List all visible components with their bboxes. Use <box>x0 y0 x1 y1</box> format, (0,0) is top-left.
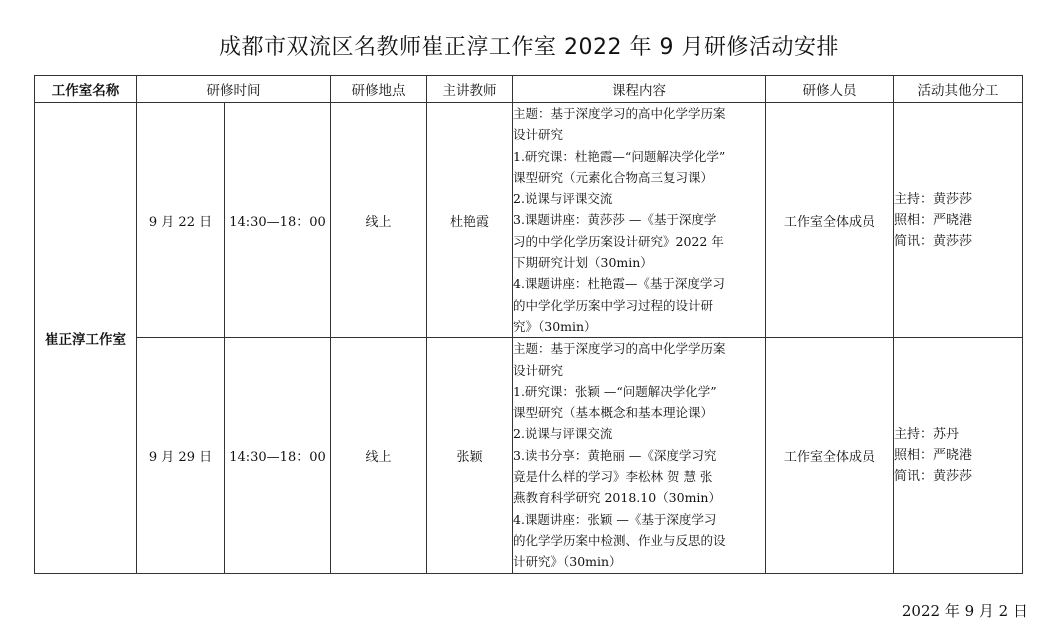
content-line: 的化学学历案中检测、作业与反思的设 <box>513 532 726 548</box>
content-line: 2.说课与评课交流 <box>513 191 613 207</box>
date-cell: 9 月 29 日 <box>137 338 225 573</box>
content-line: 燕教育科学研究 2018.10（30min） <box>513 490 721 506</box>
content-line: 设计研究 <box>513 127 564 143</box>
role-news: 简讯：黄莎莎 <box>894 233 973 249</box>
content-cell <box>513 103 766 338</box>
content-line: 课型研究（元素化合物高三复习课） <box>513 169 714 185</box>
header-content: 课程内容 <box>513 76 766 103</box>
table-row <box>35 103 1023 338</box>
location-cell: 线上 <box>331 103 427 338</box>
teacher-cell: 杜艳霞 <box>427 103 513 338</box>
role-photo: 照相：严晓港 <box>894 212 973 228</box>
content-line: 主题：基于深度学习的高中化学学历案 <box>513 106 726 121</box>
header-location: 研修地点 <box>331 76 427 103</box>
date-cell: 9 月 22 日 <box>137 103 225 338</box>
header-roles: 活动其他分工 <box>894 76 1023 103</box>
content-line: 的中学化学历案中学习过程的设计研 <box>513 297 714 313</box>
schedule-table <box>34 75 1023 574</box>
header-teacher: 主讲教师 <box>427 76 513 103</box>
header-time: 研修时间 <box>137 76 331 103</box>
role-host: 主持：苏丹 <box>894 426 960 442</box>
content-line: 主题：基于深度学习的高中化学学历案 <box>513 341 726 357</box>
header-studio-name: 工作室名称 <box>35 76 137 103</box>
table-row <box>35 338 1023 573</box>
page-title: 成都市双流区名教师崔正淳工作室 2022 年 9 月研修活动安排 <box>219 35 839 60</box>
roles-cell <box>894 103 1023 338</box>
content-line: 3.读书分享：黄艳丽 —《深度学习究 <box>513 447 717 463</box>
footer-date: 2022 年 9 月 2 日 <box>901 602 1028 620</box>
roles-cell <box>894 338 1023 573</box>
header-row <box>35 76 1023 103</box>
time-cell: 14:30—18：00 <box>225 103 331 338</box>
time-cell: 14:30—18：00 <box>225 338 331 573</box>
content-line: 课型研究（基本概念和基本理论课） <box>513 405 714 421</box>
location-cell: 线上 <box>331 338 427 573</box>
header-participants: 研修人员 <box>766 76 894 103</box>
role-news: 简讯：黄莎莎 <box>894 468 973 484</box>
content-line: 4.课题讲座：杜艳霞—《基于深度学习 <box>513 276 725 292</box>
studio-name-cell: 崔正淳工作室 <box>35 103 137 574</box>
participants-cell: 工作室全体成员 <box>766 338 894 573</box>
content-cell <box>513 338 766 573</box>
content-line: 竟是什么样的学习》李松林 贺 慧 张 <box>513 469 713 485</box>
content-line: 习的中学化学历案设计研究》2022 年 <box>513 233 724 249</box>
teacher-cell: 张颖 <box>427 338 513 573</box>
content-line: 设计研究 <box>513 362 564 378</box>
content-line: 2.说课与评课交流 <box>513 426 613 442</box>
content-line: 下期研究计划（30min） <box>513 255 653 271</box>
role-photo: 照相：严晓港 <box>894 447 973 463</box>
content-line: 3.课题讲座：黄莎莎 —《基于深度学 <box>513 212 717 228</box>
content-line: 1.研究课：杜艳霞—“问题解决学化学” <box>513 148 726 164</box>
content-line: 4.课题讲座：张颖 —《基于深度学习 <box>513 511 717 527</box>
content-line: 究》（30min） <box>513 318 597 334</box>
content-line: 1.研究课：张颖 —“问题解决学化学” <box>513 383 717 399</box>
participants-cell: 工作室全体成员 <box>766 103 894 338</box>
role-host: 主持：黄莎莎 <box>894 191 973 207</box>
content-line: 计研究》（30min） <box>513 554 622 570</box>
